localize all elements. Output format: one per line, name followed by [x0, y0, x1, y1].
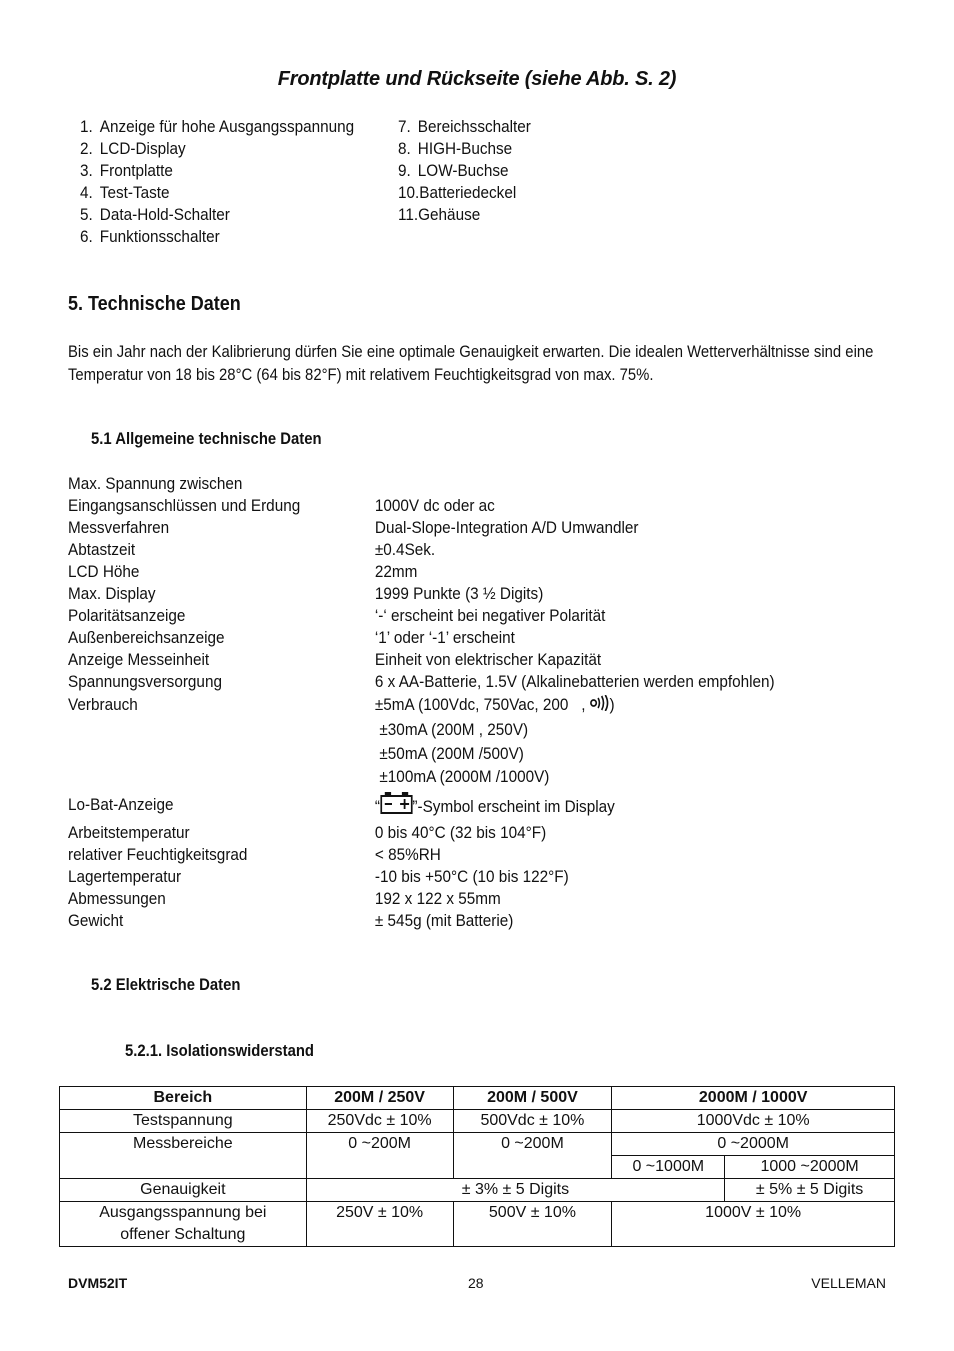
list-item-number: 11.: [398, 205, 419, 224]
spec-label: Anzeige Messeinheit: [68, 650, 210, 669]
spec-value: ±0.4Sek.: [374, 540, 436, 559]
spec-row: [68, 561, 851, 583]
list-item: [398, 204, 531, 226]
table-row: [60, 1179, 895, 1202]
spec-label: Max. Spannung zwischen: [68, 474, 243, 493]
spec-row: [68, 649, 851, 671]
table-row: [60, 1110, 895, 1133]
spec-value: 1999 Punkte (3 ½ Digits): [374, 584, 544, 603]
section-heading-technical-data: 5. Technische Daten: [68, 293, 241, 315]
table-cell: ± 3% ± 5 Digits: [306, 1179, 725, 1202]
list-item-label: Frontplatte: [99, 161, 173, 180]
list-item-number: 1.: [80, 117, 93, 136]
list-item-number: 6.: [80, 227, 93, 246]
spec-label: Abmessungen: [68, 888, 166, 908]
spec-label-empty: [68, 718, 375, 742]
spec-row-consumption-cont: [68, 765, 851, 789]
list-item-number: 2.: [80, 139, 93, 158]
table-header-cell: Bereich: [60, 1087, 307, 1110]
list-item-label: LCD-Display: [99, 139, 186, 158]
spec-value: [375, 789, 615, 822]
list-item-number: 4.: [80, 183, 93, 202]
table-cell: [60, 1202, 307, 1247]
parts-list-right: [398, 116, 531, 226]
spec-label: relativer Feuchtigkeitsgrad: [68, 844, 248, 864]
page-title: Frontplatte und Rückseite (siehe Abb. S. 2): [277, 68, 677, 90]
list-item: [398, 182, 531, 204]
consumption-line: ±50mA (200M /500V): [379, 743, 524, 763]
list-item-label: HIGH-Buchse: [417, 139, 513, 158]
list-item: [80, 160, 354, 182]
list-item: [80, 138, 354, 160]
spec-row: [68, 517, 851, 539]
list-item-label: Data-Hold-Schalter: [99, 205, 230, 224]
table-cell: 1000Vdc ± 10%: [612, 1110, 895, 1133]
spec-value: [375, 693, 615, 718]
list-item: [80, 182, 354, 204]
table-header-cell: 200M / 500V: [453, 1087, 612, 1110]
consumption-line: ±30mA (200M , 250V): [379, 720, 529, 739]
list-item-number: 5.: [80, 205, 93, 224]
general-specs: [68, 473, 851, 932]
list-item-number: 10.: [398, 183, 420, 202]
list-item-number: 3.: [80, 161, 93, 180]
spec-label: LCD Höhe: [68, 562, 140, 581]
spec-row: [68, 822, 851, 844]
list-item: [398, 138, 531, 160]
spec-value: ‘-‘ erscheint bei negativer Polarität: [374, 606, 606, 625]
spec-value: Dual-Slope-Integration A/D Umwandler: [374, 518, 639, 537]
spec-value: ‘1’ oder ‘-1’ erscheint: [374, 628, 515, 647]
section-heading-insulation: 5.2.1. Isolationswiderstand: [125, 1042, 314, 1060]
table-header-cell: 200M / 250V: [306, 1087, 453, 1110]
insulation-table: [59, 1086, 895, 1247]
quote-mark: “: [374, 796, 381, 816]
consumption-text: ,: [581, 695, 586, 714]
table-cell: 1000V ± 10%: [612, 1202, 895, 1247]
spec-label: Abtastzeit: [68, 540, 136, 559]
spec-label: Außenbereichsanzeige: [68, 628, 225, 647]
spec-label: Arbeitstemperatur: [68, 822, 190, 842]
spec-row: [68, 539, 851, 561]
list-item: [398, 160, 531, 182]
table-cell: 0 ~2000M: [612, 1133, 895, 1156]
spec-value: Einheit von elektrischer Kapazität: [374, 650, 602, 669]
table-cell: Messbereiche: [60, 1133, 307, 1179]
cell-line: offener Schaltung: [120, 1226, 246, 1243]
list-item-label: Bereichsschalter: [417, 117, 531, 136]
footer-model: DVM52IT: [68, 1275, 128, 1291]
cell-line: Ausgangsspannung bei: [99, 1204, 267, 1221]
list-item: [80, 116, 354, 138]
spec-label: Max. Display: [68, 584, 156, 603]
list-item-number: 9.: [398, 161, 411, 180]
table-cell: Genauigkeit: [60, 1179, 307, 1202]
spec-value: ± 545g (mit Batterie): [374, 910, 514, 930]
table-cell: 250Vdc ± 10%: [306, 1110, 453, 1133]
list-item-number: 8.: [398, 139, 411, 158]
spec-value: 22mm: [374, 562, 418, 581]
list-item-label: Test-Taste: [99, 183, 170, 202]
list-item-label: LOW-Buchse: [417, 161, 509, 180]
spec-row: [68, 844, 851, 866]
table-cell: 1000 ~2000M: [725, 1156, 895, 1179]
table-row: [60, 1087, 895, 1110]
spec-row: [68, 671, 851, 693]
consumption-text: ±5mA (100Vdc, 750Vac, 200: [374, 695, 569, 714]
section-intro: Bis ein Jahr nach der Kalibrierung dürfen Sie eine optimale Genauigkeit erwarten. Die idealen Wetterverhältnisse sind eine Temperatur von 18 bis 28°C (64 bis 82°F) mit relativem Feuchtigkeitsgrad von max. 75%.: [68, 343, 874, 384]
table-header-cell: 2000M / 1000V: [612, 1087, 895, 1110]
spec-row-consumption-cont: [68, 742, 851, 766]
list-item-label: Anzeige für hohe Ausgangsspannung: [99, 117, 355, 136]
table-cell: 0 ~1000M: [612, 1156, 725, 1179]
list-item-label: Gehäuse: [418, 205, 481, 224]
spec-label: Polaritätsanzeige: [68, 606, 186, 625]
spec-row: [68, 627, 851, 649]
list-item-number: 7.: [398, 117, 411, 136]
consumption-line: ±100mA (2000M /1000V): [379, 767, 550, 786]
spec-row: [68, 605, 851, 627]
sound-wave-icon: [590, 694, 610, 718]
footer-brand: VELLEMAN: [811, 1275, 886, 1291]
spec-value: 1000V dc oder ac: [374, 496, 495, 515]
spec-row: [68, 583, 851, 605]
spec-value: < 85%RH: [374, 844, 441, 864]
lobat-text: ”-Symbol erscheint im Display: [412, 796, 615, 816]
list-item: [398, 116, 531, 138]
spec-row-consumption: [68, 693, 851, 718]
spec-label-empty: [68, 742, 375, 766]
table-row: [60, 1202, 895, 1247]
table-cell: 500Vdc ± 10%: [453, 1110, 612, 1133]
list-item: [80, 204, 354, 226]
spec-label: Lagertemperatur: [68, 866, 182, 886]
list-item-label: Batteriedeckel: [419, 183, 517, 202]
list-item-label: Funktionsschalter: [99, 227, 220, 246]
footer-page-number: 28: [468, 1275, 484, 1291]
battery-icon: [380, 792, 412, 822]
spec-row: [68, 910, 851, 932]
table-cell: 250V ± 10%: [306, 1202, 453, 1247]
spec-value: 192 x 122 x 55mm: [374, 888, 501, 908]
spec-value: -10 bis +50°C (10 bis 122°F): [374, 866, 569, 886]
spec-value: 6 x AA-Batterie, 1.5V (Alkalinebatterien werden empfohlen): [374, 672, 775, 691]
spec-label: Verbrauch: [68, 695, 138, 714]
spec-label: Spannungsversorgung: [68, 672, 222, 691]
parts-list-left: [80, 116, 354, 248]
spec-row: [68, 866, 851, 888]
table-cell: 0 ~200M: [306, 1133, 453, 1179]
spec-label: Messverfahren: [68, 518, 170, 537]
section-heading-general: 5.1 Allgemeine technische Daten: [91, 430, 322, 448]
table-cell: Testspannung: [60, 1110, 307, 1133]
table-row: [60, 1133, 895, 1156]
table-cell: 500V ± 10%: [453, 1202, 612, 1247]
table-cell: 0 ~200M: [453, 1133, 612, 1179]
section-heading-electrical: 5.2 Elektrische Daten: [91, 976, 241, 994]
spec-row-lobat: [68, 789, 851, 822]
spec-row: [68, 888, 851, 910]
spec-value: 0 bis 40°C (32 bis 104°F): [374, 822, 547, 842]
table-cell: ± 5% ± 5 Digits: [725, 1179, 895, 1202]
spec-label: Gewicht: [68, 910, 124, 930]
spec-label-empty: [68, 765, 375, 789]
list-item: [80, 226, 354, 248]
spec-row-consumption-cont: [68, 718, 851, 742]
spec-label: Eingangsanschlüssen und Erdung: [68, 496, 301, 515]
spec-row: [68, 495, 851, 517]
consumption-text: ): [609, 695, 615, 714]
spec-row: [68, 473, 851, 495]
spec-label: Lo-Bat-Anzeige: [68, 794, 174, 814]
